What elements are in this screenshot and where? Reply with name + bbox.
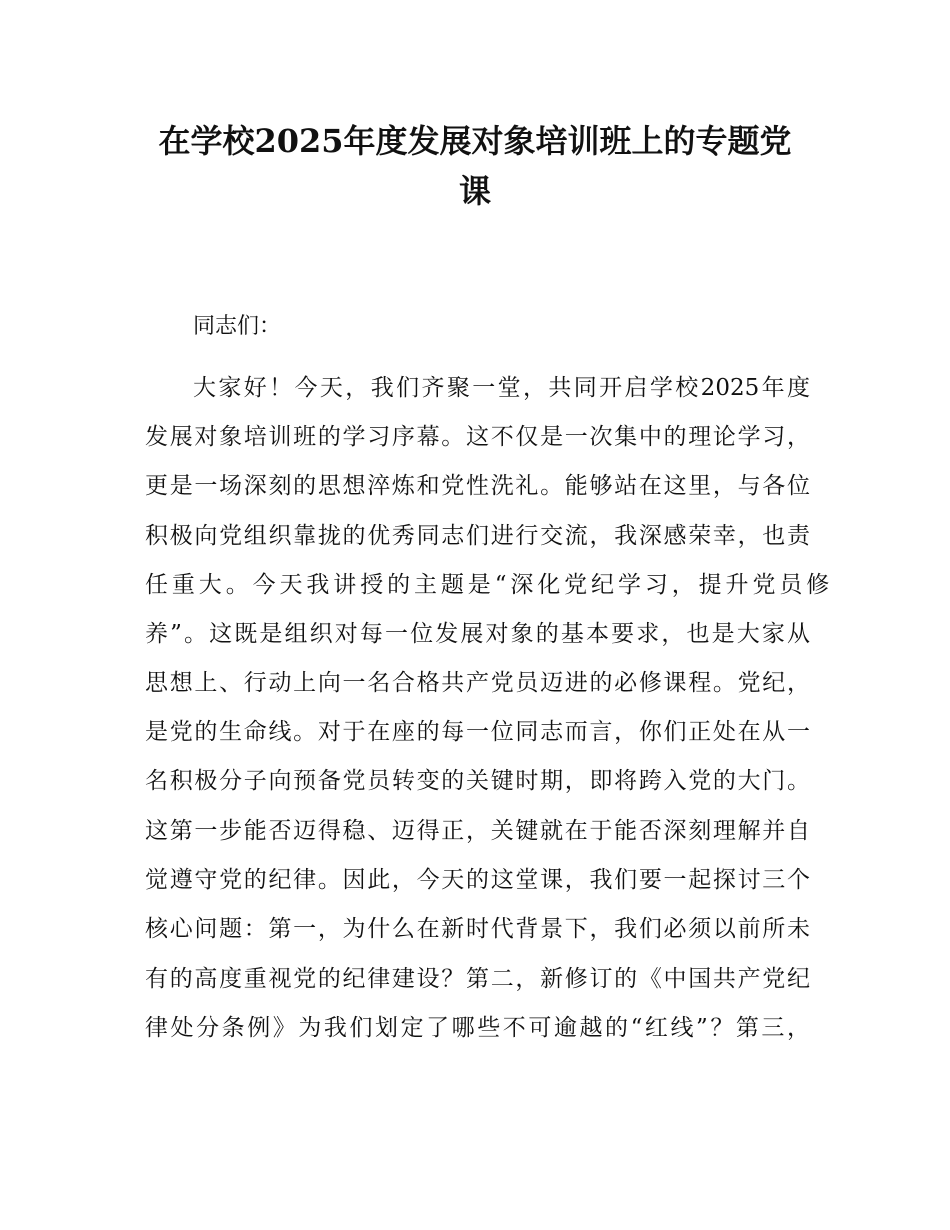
body-line: 发展对象培训班的学习序幕。这不仅是一次集中的理论学习， (145, 424, 810, 450)
greeting: 同志们： (193, 314, 282, 339)
body-line: 思想上、行动上向一名合格共产党员迈进的必修课程。党纪， (145, 670, 810, 696)
body-line: 更是一场深刻的思想淬炼和党性洗礼。能够站在这里，与各位 (145, 473, 810, 499)
body-line: 积极向党组织靠拢的优秀同志们进行交流，我深感荣幸，也责 (145, 523, 810, 549)
body-line: 有的高度重视党的纪律建设？第二，新修订的《中国共产党纪 (145, 966, 810, 992)
body-line: 觉遵守党的纪律。因此，今天的这堂课，我们要一起探讨三个 (145, 867, 810, 893)
body-line: 核心问题：第一，为什么在新时代背景下，我们必须以前所未 (145, 916, 810, 942)
body-line: 养”。这既是组织对每一位发展对象的基本要求，也是大家从 (145, 621, 810, 647)
body-line: 任重大。今天我讲授的主题是“深化党纪学习，提升党员修 (145, 572, 834, 598)
body-line: 律处分条例》为我们划定了哪些不可逾越的“红线”？第三， (145, 1015, 810, 1041)
body-line: 大家好！今天，我们齐聚一堂，共同开启学校2025年度 (193, 375, 810, 401)
body-line: 是党的生命线。对于在座的每一位同志而言，你们正处在从一 (145, 719, 810, 745)
body-line: 这第一步能否迈得稳、迈得正，关键就在于能否深刻理解并自 (145, 818, 810, 844)
document-title-line-2: 课 (458, 172, 491, 210)
document-title-line-1: 在学校2025年度发展对象培训班上的专题党 (158, 122, 792, 160)
body-line: 名积极分子向预备党员转变的关键时期，即将跨入党的大门。 (145, 768, 810, 794)
